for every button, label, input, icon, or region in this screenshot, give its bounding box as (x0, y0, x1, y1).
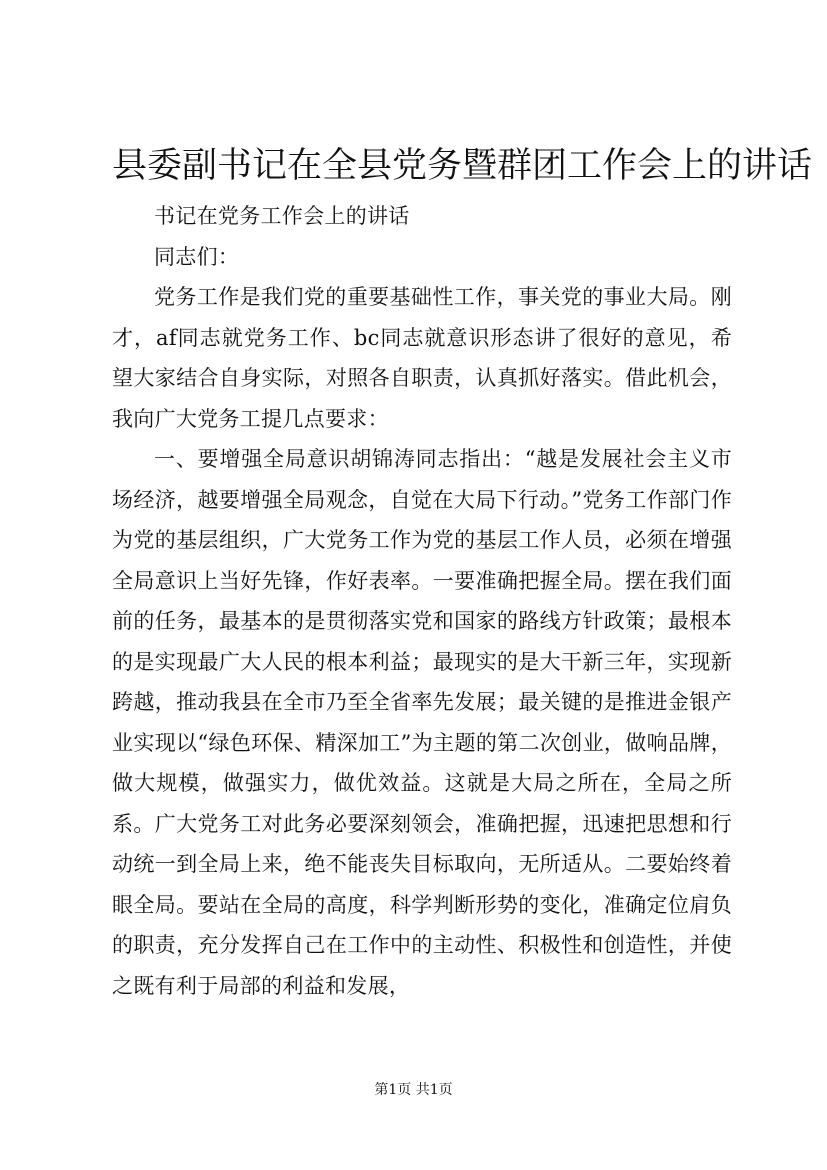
salutation-paragraph: 同志们： (154, 244, 240, 269)
document-title: 县委副书记在全县党务暨群团工作会上的讲话 (112, 146, 813, 186)
document-body (112, 196, 732, 1006)
page-number-footer: 第1页 共1页 (374, 1082, 453, 1098)
intro-paragraph: 党务工作是我们党的重要基础性工作，事关党的事业大局。刚才，af同志就党务工作、bc同志就意识形态讲了很好的意见，希望大家结合自身实际，对照各自职责，认真抓好落实。借此机会，我向广大党务工提几点要求： (112, 285, 732, 431)
subtitle-paragraph: 书记在党务工作会上的讲话 (154, 204, 410, 228)
section-one-paragraph: 一、要增强全局意识胡锦涛同志指出：“越是发展社会主义市场经济，越要增强全局观念，自觉在大局下行动。”党务工作部门作为党的基层组织，广大党务工作为党的基层工作人员，必须在增强全局意识上当好先锋，作好表率。一要准确把握全局。摆在我们面前的任务，最基本的是贯彻落实党和国家的路线方针政策；最根本的是实现最广大人民的根本利益；最现实的是大干新三年，实现新跨越，推动我县在全市乃至全省率先发展；最关键的是推进金银产业实现以“绿色环保、精深加工”为主题的第二次创业，做响品牌，做大规模，做强实力，做优效益。这就是大局之所在，全局之所系。广大党务工对此务必要深刻领会，准确把握，迅速把思想和行动统一到全局上来，绝不能丧失目标取向，无所适从。二要始终着眼全局。要站在全局的高度，科学判断形势的变化，准确定位肩负的职责，充分发挥自己在工作中的主动性、积极性和创造性，并使之既有利于局部的利益和发展， (112, 447, 732, 998)
